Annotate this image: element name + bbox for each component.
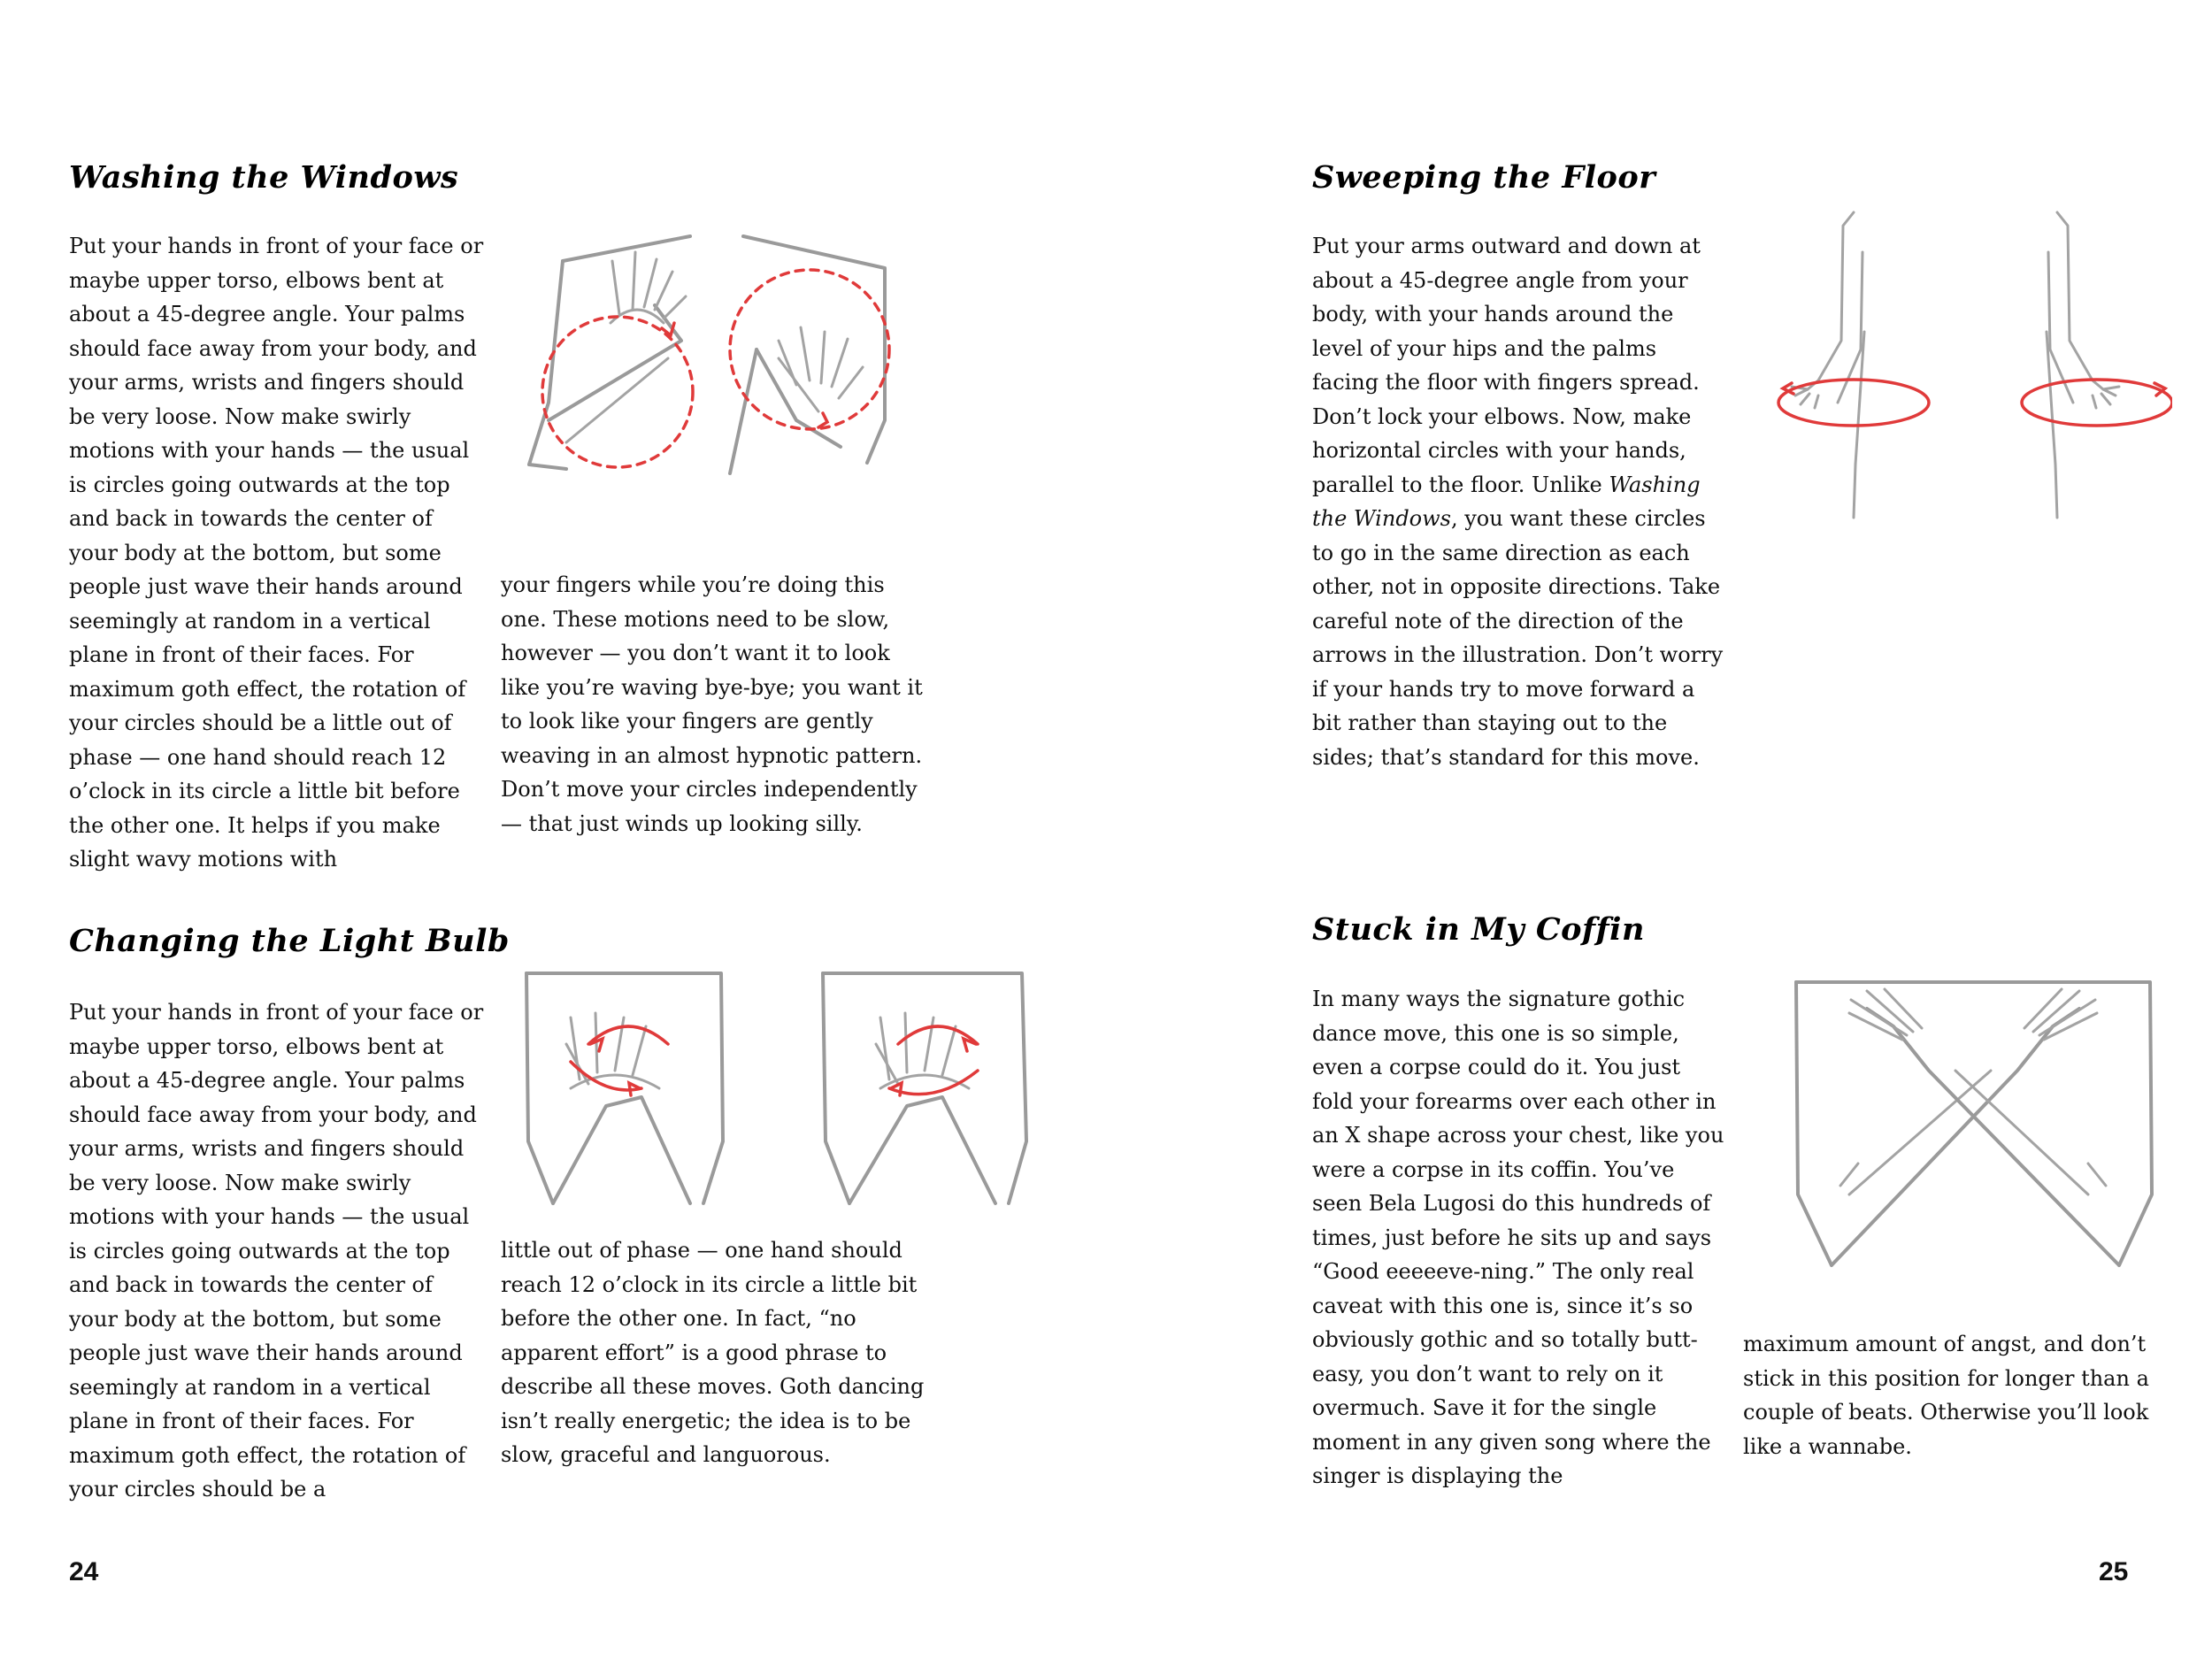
lightbulb-col2-text: little out of phase — one hand should reach 12 o’clock in its circle a little bit before the other one. In fact, “no apparent effort” is a good phrase to describe all these moves. Goth dancing isn’t really energetic; the idea is to be slow, graceful and languorous. (501, 1238, 925, 1467)
right-page (1106, 0, 2212, 1659)
washing-column-1 (69, 229, 485, 877)
coffin-col1-text: In many ways the signature gothic dance move, this one is so simple, even a corpse could do it. You just fold your forearms over each other in an X shape across your chest, like you were a corpse in its coffin. You’ve seen Bela Lugosi do this hundreds of times, just before he sits up and says “Good eeeeeve-ning.” The only real caveat with this one is, since it’s so obviously gothic and so totally butt-easy, you don’t want to rely on it overmuch. Save it for the single moment in any given song where the singer is displaying the (1312, 987, 1724, 1488)
sweeping-text-part2: , you want these circles to go in the same direction as each other, not in opposite directions. Take careful note of the direction of the arrows in the illustration. Don’t worry if your hands try to move forward a bit rather than staying out to the sides; that’s standard for this move. (1312, 506, 1724, 770)
lightbulb-column-1 (69, 995, 485, 1507)
lightbulb-col1-text: Put your hands in front of your face or maybe upper torso, elbows bent at about a 45-degree angle. Your palms should face away from your body, and your arms, wrists and fingers should be very loose. Now make swirly motions with your hands — the usual is circles going outwards at the top and back in towards the center of your body at the bottom, but some people just wave their hands around seemingly at random in a vertical plane in front of their faces. For maximum goth effect, the rotation of your circles should be a (69, 1000, 484, 1502)
stuck-in-my-coffin-figure (1787, 973, 2159, 1274)
sweeping-the-floor-figure (1756, 199, 2172, 535)
section-title-washing-the-windows: Washing the Windows (69, 159, 459, 196)
section-title-sweeping-the-floor: Sweeping the Floor (1312, 159, 1656, 196)
sweeping-text-part1: Put your arms outward and down at about a 45-degree angle from your body, with your hands around the level of your hips and the palms facing the floor with fingers spread. Don’t lock your elbows. Now, make horizontal circles with your hands, parallel to the floor. Unlike (1312, 234, 1701, 497)
section-title-stuck-in-my-coffin: Stuck in My Coffin (1312, 911, 1645, 948)
washing-col1-text: Put your hands in front of your face or maybe upper torso, elbows bent at about a 45-degree angle. Your palms should face away from your body, and your arms, wrists and fingers should be very loose. Now make swirly motions with your hands — the usual is circles going outwards at the top and back in towards the center of your body at the bottom, but some people just wave their hands around seemingly at random in a vertical plane in front of their faces. For maximum goth effect, the rotation of your circles should be a little out of phase — one hand should reach 12 o’clock in its circle a little bit before the other one. It helps if you make slight wavy motions with (69, 234, 484, 872)
washing-col2-text: your fingers while you’re doing this one. These motions need to be slow, however — you don’t want it to look like you’re waving bye-bye; you want it to look like your fingers are gently weaving in an almost hypnotic pattern. Don’t move your circles independently — that just winds up looking silly. (501, 572, 923, 836)
sweeping-text-italic: Washing the Windows (1312, 472, 1701, 531)
coffin-column-2 (1743, 1327, 2168, 1463)
coffin-column-1 (1312, 982, 1728, 1494)
section-title-changing-the-light-bulb: Changing the Light Bulb (69, 923, 510, 959)
washing-column-2 (501, 568, 926, 841)
washing-the-windows-figure (513, 226, 902, 491)
lightbulb-column-2 (501, 1233, 926, 1472)
page-number-right: 25 (2099, 1557, 2129, 1586)
coffin-col2-text: maximum amount of angst, and don’t stick in this position for longer than a couple of beats. Otherwise you’ll look like a wannabe. (1743, 1332, 2149, 1459)
sweeping-text (1312, 229, 1728, 774)
sweeping-column (1312, 229, 1728, 774)
page-number-left: 24 (69, 1557, 99, 1586)
changing-the-light-bulb-figure (518, 964, 1048, 1221)
